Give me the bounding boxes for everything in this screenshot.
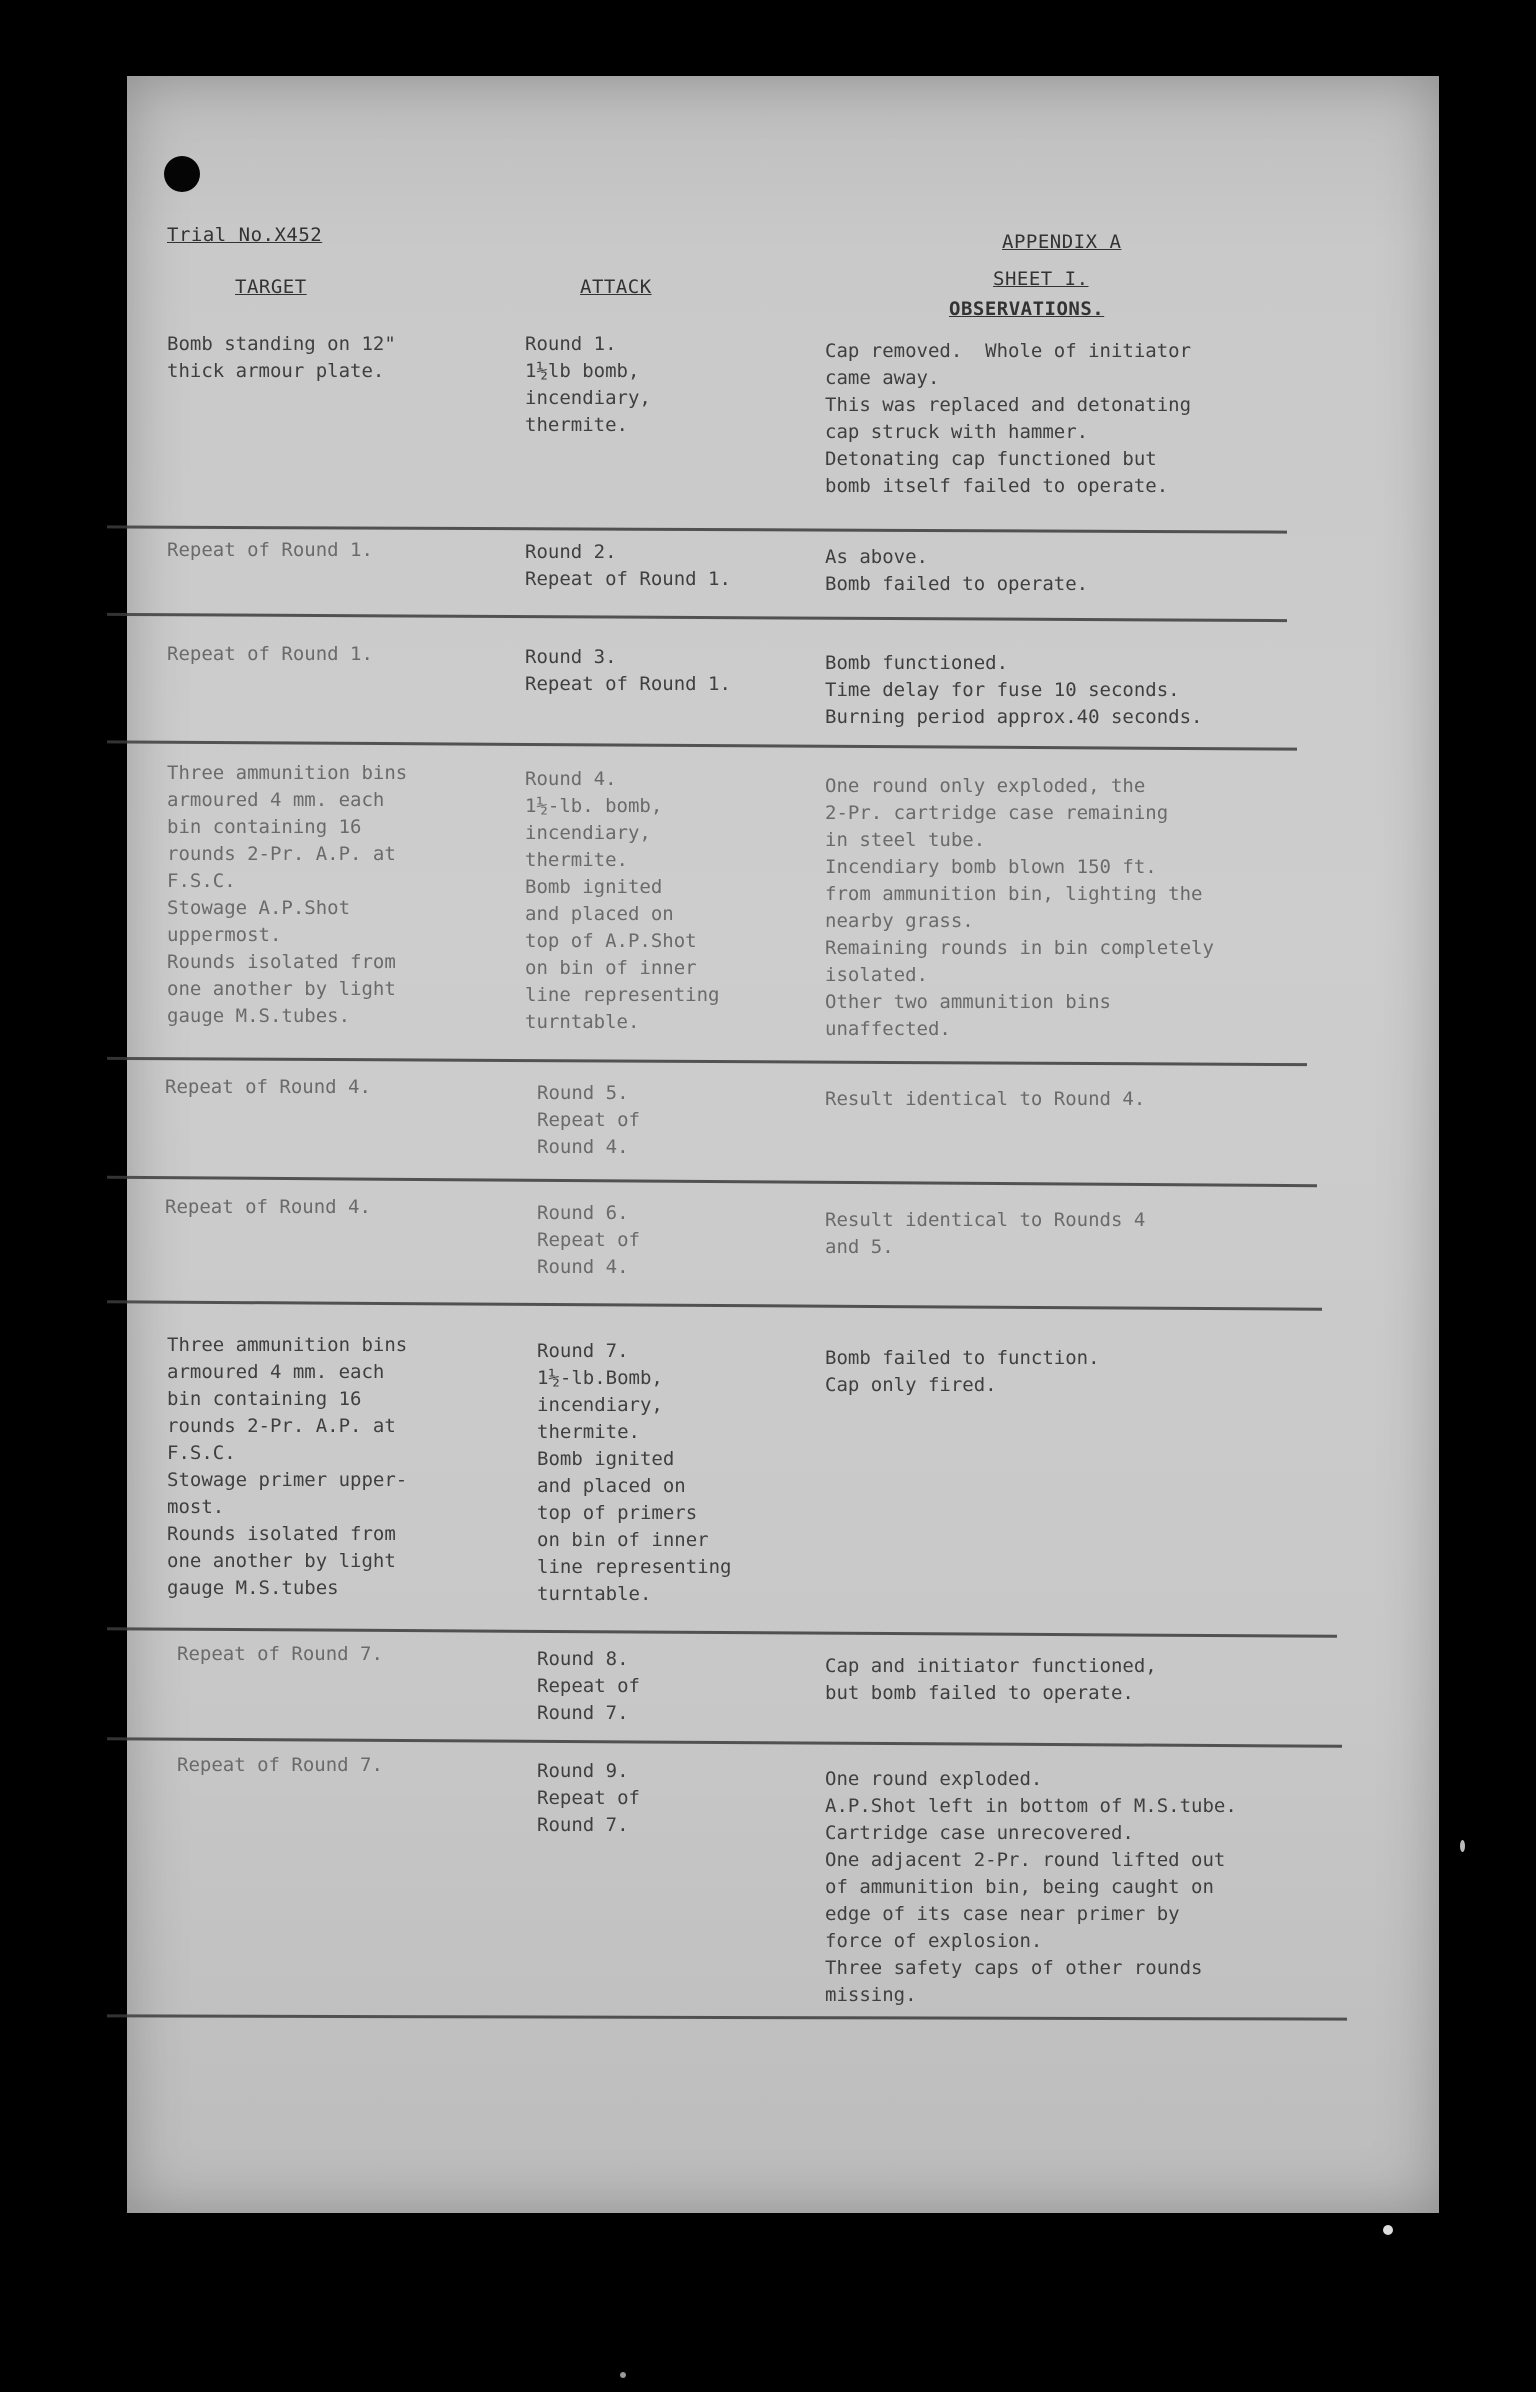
- row-7-target: Three ammunition bins armoured 4 mm. each bin containing 16 rounds 2-Pr. A.P. at F.S.C. Stowage primer upper- most. Rounds isolated from one another by light gauge M.S.tubes: [167, 1334, 408, 1599]
- row-divider: [107, 2014, 1347, 2020]
- film-speck: [1383, 2225, 1393, 2235]
- punch-hole: [164, 156, 200, 192]
- row-9-attack: Round 9. Repeat of Round 7.: [537, 1760, 640, 1836]
- row-1-attack: Round 1. 1½lb bomb, incendiary, thermite.: [525, 333, 651, 436]
- row-9-target: Repeat of Round 7.: [177, 1754, 383, 1776]
- row-divider: [107, 1300, 1322, 1310]
- document-page: [127, 76, 1439, 2213]
- row-7-attack: Round 7. 1½-lb.Bomb, incendiary, thermite. Bomb ignited and placed on top of primers on bin of inner line representing turntable.: [537, 1340, 732, 1605]
- row-3-target: Repeat of Round 1.: [167, 643, 373, 665]
- row-divider: [107, 740, 1297, 750]
- row-6-observations: Result identical to Rounds 4 and 5.: [825, 1209, 1146, 1258]
- row-divider: [107, 525, 1287, 533]
- row-9-observations: One round exploded. A.P.Shot left in bottom of M.S.tube. Cartridge case unrecovered. One adjacent 2-Pr. round lifted out of ammunition bin, being caught on edge of its case near primer by force of explosion. Three safety caps of other rounds missing.: [825, 1768, 1237, 2006]
- row-3-observations: Bomb functioned. Time delay for fuse 10 seconds. Burning period approx.40 seconds.: [825, 652, 1203, 728]
- row-1-target: Bomb standing on 12" thick armour plate.: [167, 333, 396, 382]
- row-divider: [107, 613, 1287, 622]
- attack-heading: ATTACK: [580, 276, 652, 298]
- row-4-attack: Round 4. 1½-lb. bomb, incendiary, thermite. Bomb ignited and placed on top of A.P.Shot on bin of inner line representing turntable.: [525, 768, 720, 1033]
- row-4-target: Three ammunition bins armoured 4 mm. each bin containing 16 rounds 2-Pr. A.P. at F.S.C. Stowage A.P.Shot uppermost. Rounds isolated from one another by light gauge M.S.tubes.: [167, 762, 408, 1027]
- row-1-observations: Cap removed. Whole of initiator came away. This was replaced and detonating cap struck with hammer. Detonating cap functioned but bomb itself failed to operate.: [825, 340, 1192, 497]
- row-7-observations: Bomb failed to function. Cap only fired.: [825, 1347, 1100, 1396]
- row-divider: [107, 1737, 1342, 1748]
- row-6-target: Repeat of Round 4.: [165, 1196, 371, 1218]
- sheet-label: SHEET I.: [993, 268, 1089, 290]
- row-8-observations: Cap and initiator functioned, but bomb failed to operate.: [825, 1655, 1157, 1704]
- row-8-attack: Round 8. Repeat of Round 7.: [537, 1648, 640, 1724]
- row-2-observations: As above. Bomb failed to operate.: [825, 546, 1089, 595]
- row-5-attack: Round 5. Repeat of Round 4.: [537, 1082, 640, 1158]
- row-2-attack: Round 2. Repeat of Round 1.: [525, 541, 731, 590]
- row-2-target: Repeat of Round 1.: [167, 539, 373, 561]
- row-5-target: Repeat of Round 4.: [165, 1076, 371, 1098]
- row-6-attack: Round 6. Repeat of Round 4.: [537, 1202, 640, 1278]
- row-8-target: Repeat of Round 7.: [177, 1643, 383, 1665]
- trial-number: Trial No.X452: [167, 224, 323, 246]
- row-divider: [107, 1057, 1307, 1066]
- appendix-label: APPENDIX A: [1002, 231, 1122, 253]
- observations-heading: OBSERVATIONS.: [949, 298, 1105, 320]
- row-divider: [107, 1627, 1337, 1638]
- row-divider: [107, 1176, 1317, 1187]
- target-heading: TARGET: [235, 276, 307, 298]
- row-5-observations: Result identical to Round 4.: [825, 1088, 1146, 1110]
- row-4-observations: One round only exploded, the 2-Pr. cartridge case remaining in steel tube. Incendiary bomb blown 150 ft. from ammunition bin, lighting the nearby grass. Remaining rounds in bin completely isolated. Other two ammunition bins unaffected.: [825, 775, 1214, 1040]
- film-speck: [1460, 1840, 1465, 1852]
- row-3-attack: Round 3. Repeat of Round 1.: [525, 646, 731, 695]
- film-speck: [620, 2372, 626, 2378]
